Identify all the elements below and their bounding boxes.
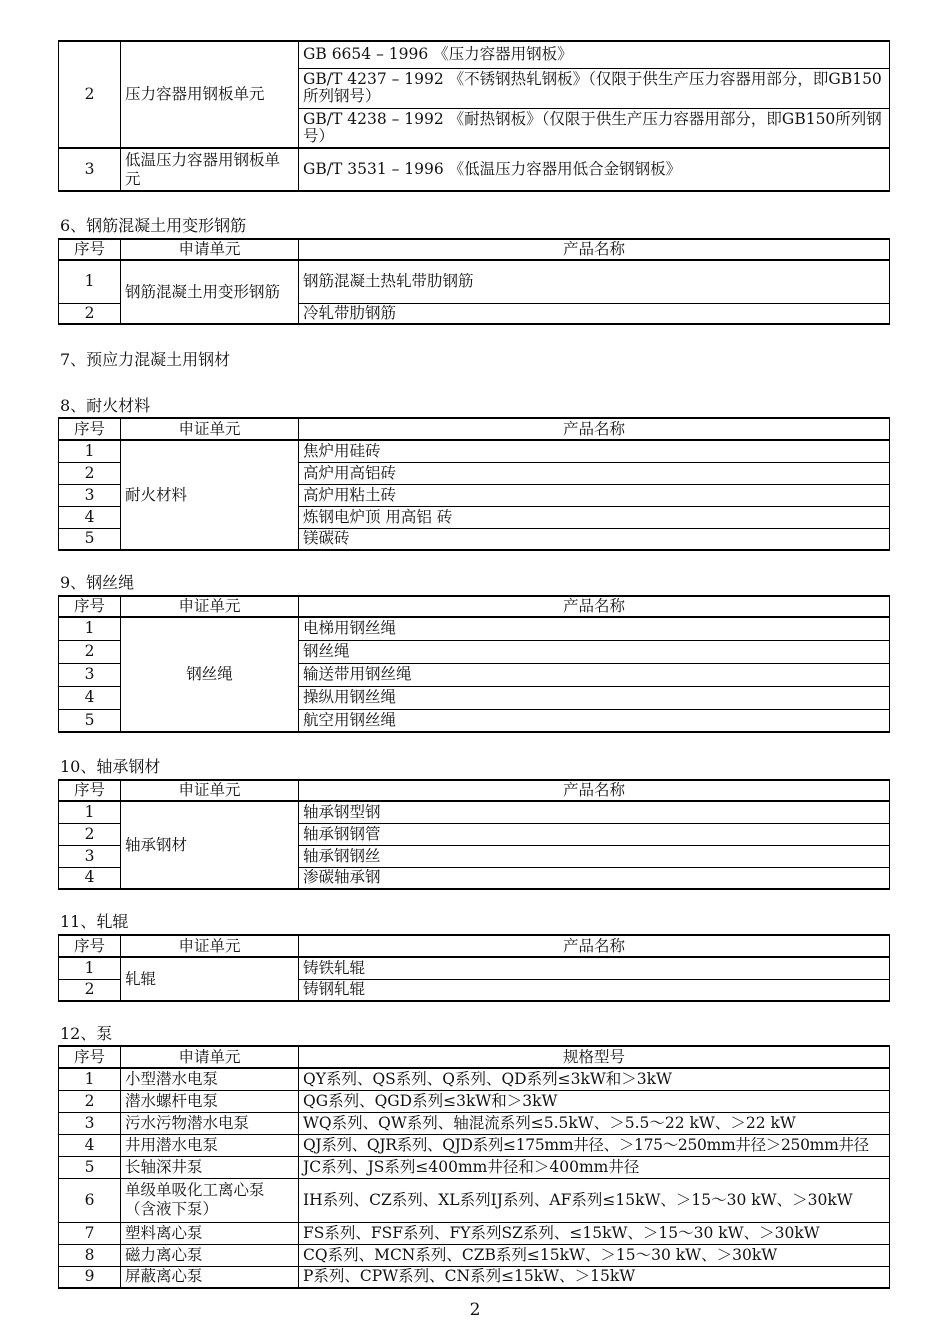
roll-table bbox=[58, 934, 890, 1002]
spec-cell: P系列、CPW系列、CN系列≤15kW、＞15kW bbox=[299, 1266, 890, 1288]
pump-table bbox=[58, 1045, 890, 1289]
product-cell: 电梯用钢丝绳 bbox=[299, 617, 890, 640]
product-cell: 钢丝绳 bbox=[299, 640, 890, 663]
unit-cell: 潜水螺杆电泵 bbox=[121, 1090, 299, 1112]
table-row bbox=[59, 1244, 890, 1266]
row-number: 1 bbox=[59, 260, 121, 303]
spec-cell: WQ系列、QW系列、轴混流系列≤5.5kW、＞5.5～22 kW、＞22 kW bbox=[299, 1112, 890, 1134]
product-cell: 高炉用粘土砖 bbox=[299, 484, 890, 506]
header-no: 序号 bbox=[59, 780, 121, 801]
unit-cell: 耐火材料 bbox=[121, 440, 299, 550]
row-number: 3 bbox=[59, 484, 121, 506]
header-no: 序号 bbox=[59, 1046, 121, 1068]
row-number: 3 bbox=[59, 663, 121, 686]
row-number: 2 bbox=[59, 1090, 121, 1112]
row-number: 1 bbox=[59, 617, 121, 640]
row-number: 5 bbox=[59, 709, 121, 732]
table-row bbox=[59, 801, 890, 823]
header-no: 序号 bbox=[59, 596, 121, 617]
table-row bbox=[59, 1266, 890, 1288]
pressure-vessel-table bbox=[58, 40, 890, 192]
row-number: 1 bbox=[59, 1068, 121, 1090]
spec-cell: QY系列、QS系列、Q系列、QD系列≤3kW和＞3kW bbox=[299, 1068, 890, 1090]
table-row bbox=[59, 1090, 890, 1112]
product-cell: 渗碳轴承钢 bbox=[299, 867, 890, 889]
refractory-table bbox=[58, 417, 890, 551]
table-header bbox=[59, 596, 890, 617]
product-cell: 轴承钢钢丝 bbox=[299, 845, 890, 867]
row-number: 1 bbox=[59, 801, 121, 823]
row-number: 1 bbox=[59, 957, 121, 979]
row-number: 9 bbox=[59, 1266, 121, 1288]
table-row bbox=[59, 1068, 890, 1090]
table-header bbox=[59, 780, 890, 801]
product-cell: 铸钢轧辊 bbox=[299, 979, 890, 1001]
table-header bbox=[59, 418, 890, 440]
product-cell: 轴承钢型钢 bbox=[299, 801, 890, 823]
table-header bbox=[59, 239, 890, 260]
product-cell: 冷轧带肋钢筋 bbox=[299, 303, 890, 324]
row-number: 6 bbox=[59, 1178, 121, 1222]
row-number: 2 bbox=[59, 823, 121, 845]
header-product: 产品名称 bbox=[299, 596, 890, 617]
section-title: 6、钢筋混凝土用变形钢筋 bbox=[60, 216, 247, 235]
unit-cell: 污水污物潜水电泵 bbox=[121, 1112, 299, 1134]
unit-cell: 低温压力容器用钢板单元 bbox=[121, 148, 299, 191]
row-number: 2 bbox=[59, 303, 121, 324]
unit-cell: 钢丝绳 bbox=[121, 617, 299, 732]
header-unit: 申请单元 bbox=[121, 1046, 299, 1068]
product-cell: 镁碳砖 bbox=[299, 528, 890, 550]
unit-cell: 钢筋混凝土用变形钢筋 bbox=[121, 260, 299, 324]
product-cell: 焦炉用硅砖 bbox=[299, 440, 890, 462]
unit-cell: 长轴深井泵 bbox=[121, 1156, 299, 1178]
row-number: 2 bbox=[59, 640, 121, 663]
row-number: 4 bbox=[59, 506, 121, 528]
spec-cell: FS系列、FSF系列、FY系列SZ系列、≤15kW、＞15～30 kW、＞30kW bbox=[299, 1222, 890, 1244]
product-cell: 操纵用钢丝绳 bbox=[299, 686, 890, 709]
header-product: 产品名称 bbox=[299, 935, 890, 957]
section-title: 9、钢丝绳 bbox=[60, 573, 135, 592]
section-title: 11、轧辊 bbox=[60, 912, 129, 931]
table-row bbox=[59, 440, 890, 462]
row-number: 4 bbox=[59, 686, 121, 709]
table-row bbox=[59, 957, 890, 979]
unit-cell: 压力容器用钢板单元 bbox=[121, 41, 299, 148]
row-number: 2 bbox=[59, 462, 121, 484]
header-product: 产品名称 bbox=[299, 780, 890, 801]
product-cell: GB/T 3531 – 1996 《低温压力容器用低合金钢钢板》 bbox=[299, 148, 890, 191]
section-title: 7、预应力混凝土用钢材 bbox=[60, 350, 231, 369]
header-unit: 申证单元 bbox=[121, 596, 299, 617]
table-row bbox=[59, 148, 890, 191]
spec-cell: QG系列、QGD系列≤3kW和＞3kW bbox=[299, 1090, 890, 1112]
product-cell: GB/T 4237 – 1992 《不锈钢热轧钢板》（仅限于供生产压力容器用部分，即GB150所列钢号） bbox=[299, 68, 890, 108]
product-cell: 高炉用高铝砖 bbox=[299, 462, 890, 484]
product-cell: 炼钢电炉顶 用高铝 砖 bbox=[299, 506, 890, 528]
header-spec: 规格型号 bbox=[299, 1046, 890, 1068]
header-no: 序号 bbox=[59, 239, 121, 260]
table-row bbox=[59, 1178, 890, 1222]
row-number: 4 bbox=[59, 867, 121, 889]
row-number: 7 bbox=[59, 1222, 121, 1244]
spec-cell: IH系列、CZ系列、XL系列IJ系列、AF系列≤15kW、＞15～30 kW、＞30kW bbox=[299, 1178, 890, 1222]
section-title: 8、耐火材料 bbox=[60, 396, 151, 415]
header-unit: 申请单元 bbox=[121, 239, 299, 260]
unit-cell: 屏蔽离心泵 bbox=[121, 1266, 299, 1288]
table-row bbox=[59, 41, 890, 68]
header-unit: 申证单元 bbox=[121, 418, 299, 440]
unit-cell: 轴承钢材 bbox=[121, 801, 299, 889]
table-row bbox=[59, 1156, 890, 1178]
row-number: 3 bbox=[59, 1112, 121, 1134]
unit-cell: 小型潜水电泵 bbox=[121, 1068, 299, 1090]
product-cell: 输送带用钢丝绳 bbox=[299, 663, 890, 686]
spec-cell: QJ系列、QJR系列、QJD系列≤175mm井径、＞175～250mm井径＞250mm井径 bbox=[299, 1134, 890, 1156]
product-cell: 轴承钢钢管 bbox=[299, 823, 890, 845]
spec-cell: JC系列、JS系列≤400mm井径和＞400mm井径 bbox=[299, 1156, 890, 1178]
row-number: 1 bbox=[59, 440, 121, 462]
product-cell: 航空用钢丝绳 bbox=[299, 709, 890, 732]
header-product: 产品名称 bbox=[299, 418, 890, 440]
section-title: 12、泵 bbox=[60, 1024, 113, 1043]
product-cell: 铸铁轧辊 bbox=[299, 957, 890, 979]
header-product: 产品名称 bbox=[299, 239, 890, 260]
unit-cell: 轧辊 bbox=[121, 957, 299, 1001]
row-number: 8 bbox=[59, 1244, 121, 1266]
spec-cell: CQ系列、MCN系列、CZB系列≤15kW、＞15～30 kW、＞30kW bbox=[299, 1244, 890, 1266]
page-number: 2 bbox=[469, 1300, 481, 1320]
unit-cell: 磁力离心泵 bbox=[121, 1244, 299, 1266]
header-no: 序号 bbox=[59, 418, 121, 440]
table-row bbox=[59, 617, 890, 640]
section-title: 10、轴承钢材 bbox=[60, 757, 161, 776]
rebar-table bbox=[58, 238, 890, 325]
table-header bbox=[59, 935, 890, 957]
row-number: 3 bbox=[59, 148, 121, 191]
header-no: 序号 bbox=[59, 935, 121, 957]
row-number: 4 bbox=[59, 1134, 121, 1156]
wire-rope-table bbox=[58, 595, 890, 733]
header-unit: 申证单元 bbox=[121, 935, 299, 957]
product-cell: 钢筋混凝土热轧带肋钢筋 bbox=[299, 260, 890, 303]
unit-cell: 井用潜水电泵 bbox=[121, 1134, 299, 1156]
product-cell: GB 6654 – 1996 《压力容器用钢板》 bbox=[299, 41, 890, 68]
product-cell: GB/T 4238 – 1992 《耐热钢板》（仅限于供生产压力容器用部分，即GB150所列钢号） bbox=[299, 108, 890, 148]
table-row bbox=[59, 1134, 890, 1156]
row-number: 5 bbox=[59, 1156, 121, 1178]
unit-cell: 塑料离心泵 bbox=[121, 1222, 299, 1244]
row-number: 2 bbox=[59, 979, 121, 1001]
row-number: 2 bbox=[59, 41, 121, 148]
table-row bbox=[59, 260, 890, 303]
header-unit: 申证单元 bbox=[121, 780, 299, 801]
table-header bbox=[59, 1046, 890, 1068]
unit-cell: 单级单吸化工离心泵（含液下泵） bbox=[121, 1178, 299, 1222]
row-number: 3 bbox=[59, 845, 121, 867]
table-row bbox=[59, 1112, 890, 1134]
row-number: 5 bbox=[59, 528, 121, 550]
bearing-steel-table bbox=[58, 779, 890, 890]
table-row bbox=[59, 1222, 890, 1244]
